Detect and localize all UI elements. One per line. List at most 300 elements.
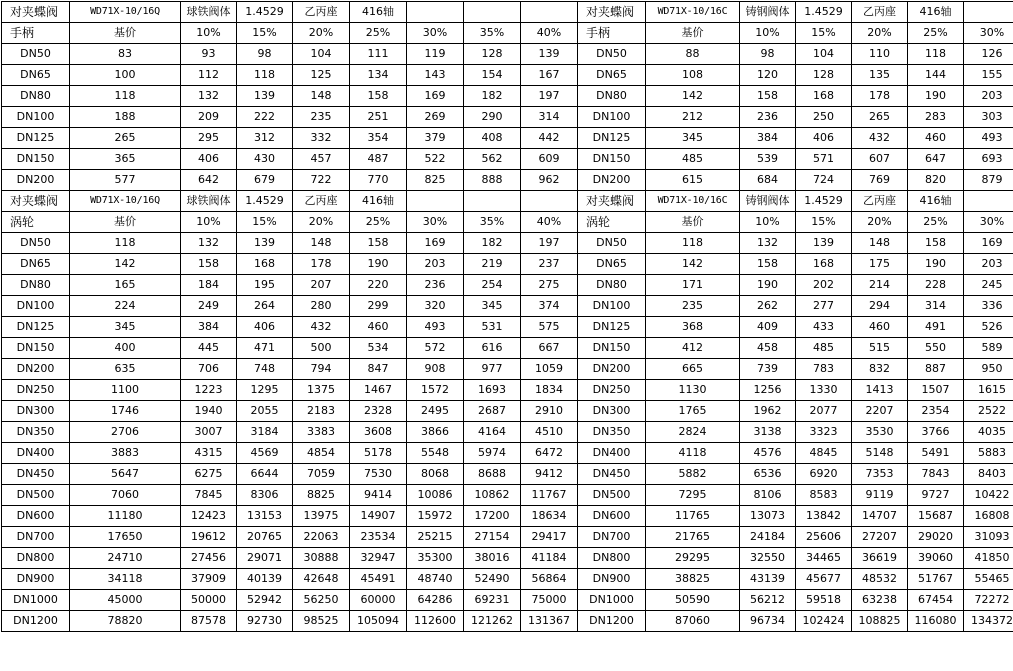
price-cell: 16808 xyxy=(964,506,1013,527)
price-cell: 52490 xyxy=(464,569,521,590)
subheader-cell: 10% xyxy=(740,212,796,233)
table-row xyxy=(2,317,1013,338)
price-cell: 1962 xyxy=(740,401,796,422)
subheader-cell: 25% xyxy=(350,212,407,233)
subheader-cell: 40% xyxy=(521,212,578,233)
subheader-cell: 40% xyxy=(521,23,578,44)
price-cell: 13842 xyxy=(796,506,852,527)
price-cell: 485 xyxy=(646,149,740,170)
price-cell: 190 xyxy=(908,254,964,275)
size-label: DN400 xyxy=(578,443,646,464)
price-cell: 108 xyxy=(646,65,740,86)
size-label: DN125 xyxy=(2,317,70,338)
price-cell: 236 xyxy=(740,107,796,128)
price-cell: 235 xyxy=(646,296,740,317)
size-label: DN50 xyxy=(578,44,646,65)
price-cell: 406 xyxy=(237,317,293,338)
size-label: DN700 xyxy=(578,527,646,548)
price-cell: 31093 xyxy=(964,527,1013,548)
subheader-cell: 10% xyxy=(740,23,796,44)
price-cell: 203 xyxy=(407,254,464,275)
price-cell: 6536 xyxy=(740,464,796,485)
price-cell: 887 xyxy=(908,359,964,380)
price-cell: 6644 xyxy=(237,464,293,485)
price-cell: 139 xyxy=(796,233,852,254)
price-cell: 50590 xyxy=(646,590,740,611)
price-cell: 118 xyxy=(70,233,181,254)
price-cell: 184 xyxy=(181,275,237,296)
price-cell: 30888 xyxy=(293,548,350,569)
price-cell: 265 xyxy=(70,128,181,149)
size-label: DN50 xyxy=(578,233,646,254)
price-cell: 37909 xyxy=(181,569,237,590)
price-cell: 1834 xyxy=(521,380,578,401)
price-cell: 92730 xyxy=(237,611,293,632)
size-label: DN250 xyxy=(2,380,70,401)
price-cell: 314 xyxy=(908,296,964,317)
price-cell: 1256 xyxy=(740,380,796,401)
subheader-cell: 15% xyxy=(237,212,293,233)
size-label: DN250 xyxy=(578,380,646,401)
size-label: DN400 xyxy=(2,443,70,464)
price-cell: 35300 xyxy=(407,548,464,569)
price-cell: 345 xyxy=(464,296,521,317)
price-cell: 148 xyxy=(293,86,350,107)
price-cell: 290 xyxy=(464,107,521,128)
subheader-cell: 20% xyxy=(293,23,350,44)
price-cell: 471 xyxy=(237,338,293,359)
price-cell: 4576 xyxy=(740,443,796,464)
price-cell: 110 xyxy=(852,44,908,65)
price-cell: 197 xyxy=(521,86,578,107)
price-cell: 190 xyxy=(740,275,796,296)
header-cell: 乙丙座 xyxy=(852,191,908,212)
price-cell: 460 xyxy=(908,128,964,149)
header-cell: 铸钢阀体 xyxy=(740,2,796,23)
subheader-cell: 基价 xyxy=(70,23,181,44)
price-cell: 22063 xyxy=(293,527,350,548)
price-cell: 21765 xyxy=(646,527,740,548)
table-row xyxy=(2,611,1013,632)
price-cell: 295 xyxy=(181,128,237,149)
price-cell: 515 xyxy=(852,338,908,359)
price-cell: 158 xyxy=(740,254,796,275)
price-cell: 48532 xyxy=(852,569,908,590)
price-cell: 820 xyxy=(908,170,964,191)
price-cell: 228 xyxy=(908,275,964,296)
price-cell: 139 xyxy=(237,233,293,254)
price-cell: 190 xyxy=(908,86,964,107)
price-cell: 2522 xyxy=(964,401,1013,422)
price-cell: 134372 xyxy=(964,611,1013,632)
price-cell: 8306 xyxy=(237,485,293,506)
price-cell: 64286 xyxy=(407,590,464,611)
price-cell: 10422 xyxy=(964,485,1013,506)
table-row xyxy=(2,401,1013,422)
table-row xyxy=(2,464,1013,485)
price-cell: 442 xyxy=(521,128,578,149)
price-cell: 169 xyxy=(407,233,464,254)
size-label: DN125 xyxy=(578,128,646,149)
price-cell: 72272 xyxy=(964,590,1013,611)
price-cell: 55465 xyxy=(964,569,1013,590)
price-cell: 41184 xyxy=(521,548,578,569)
price-cell: 3608 xyxy=(350,422,407,443)
price-cell: 572 xyxy=(407,338,464,359)
table-row xyxy=(2,506,1013,527)
price-cell: 132 xyxy=(740,233,796,254)
price-cell: 219 xyxy=(464,254,521,275)
subheader-cell: 基价 xyxy=(646,212,740,233)
subheader-cell: 15% xyxy=(796,23,852,44)
size-label: DN80 xyxy=(2,86,70,107)
price-cell: 1746 xyxy=(70,401,181,422)
table-row xyxy=(2,233,1013,254)
subheader-cell: 手柄 xyxy=(2,23,70,44)
price-cell: 158 xyxy=(740,86,796,107)
price-cell: 493 xyxy=(407,317,464,338)
price-cell: 178 xyxy=(852,86,908,107)
price-cell: 9119 xyxy=(852,485,908,506)
size-label: DN450 xyxy=(578,464,646,485)
price-cell: 139 xyxy=(521,44,578,65)
price-cell: 445 xyxy=(181,338,237,359)
price-cell: 406 xyxy=(796,128,852,149)
price-cell: 11180 xyxy=(70,506,181,527)
price-cell: 269 xyxy=(407,107,464,128)
price-cell: 406 xyxy=(181,149,237,170)
price-cell: 832 xyxy=(852,359,908,380)
price-cell: 24184 xyxy=(740,527,796,548)
size-label: DN150 xyxy=(578,338,646,359)
price-cell: 5882 xyxy=(646,464,740,485)
price-cell: 412 xyxy=(646,338,740,359)
size-label: DN350 xyxy=(578,422,646,443)
price-cell: 111 xyxy=(350,44,407,65)
price-cell: 1940 xyxy=(181,401,237,422)
price-cell: 1330 xyxy=(796,380,852,401)
price-cell: 722 xyxy=(293,170,350,191)
price-cell: 167 xyxy=(521,65,578,86)
price-cell: 539 xyxy=(740,149,796,170)
price-cell: 10086 xyxy=(407,485,464,506)
size-label: DN800 xyxy=(578,548,646,569)
price-cell: 384 xyxy=(181,317,237,338)
price-cell: 98 xyxy=(740,44,796,65)
subheader-cell: 手柄 xyxy=(578,23,646,44)
subheader-row xyxy=(2,212,1013,233)
price-cell: 2055 xyxy=(237,401,293,422)
price-cell: 770 xyxy=(350,170,407,191)
price-cell: 235 xyxy=(293,107,350,128)
header-cell: 对夹蝶阀 xyxy=(2,2,70,23)
table-row xyxy=(2,170,1013,191)
price-cell: 2354 xyxy=(908,401,964,422)
header-cell xyxy=(521,2,578,23)
size-label: DN600 xyxy=(578,506,646,527)
size-label: DN1200 xyxy=(2,611,70,632)
subheader-cell: 20% xyxy=(293,212,350,233)
subheader-cell: 15% xyxy=(237,23,293,44)
price-cell: 118 xyxy=(646,233,740,254)
price-cell: 154 xyxy=(464,65,521,86)
size-label: DN450 xyxy=(2,464,70,485)
price-cell: 27207 xyxy=(852,527,908,548)
price-cell: 112600 xyxy=(407,611,464,632)
price-cell: 534 xyxy=(350,338,407,359)
subheader-cell: 20% xyxy=(852,23,908,44)
price-cell: 2183 xyxy=(293,401,350,422)
price-cell: 562 xyxy=(464,149,521,170)
header-cell: 球铁阀体 xyxy=(181,2,237,23)
price-cell: 148 xyxy=(852,233,908,254)
price-cell: 100 xyxy=(70,65,181,86)
price-cell: 7353 xyxy=(852,464,908,485)
table-row xyxy=(2,548,1013,569)
price-cell: 139 xyxy=(237,86,293,107)
price-cell: 34118 xyxy=(70,569,181,590)
price-cell: 214 xyxy=(852,275,908,296)
price-cell: 48740 xyxy=(407,569,464,590)
price-cell: 14707 xyxy=(852,506,908,527)
size-label: DN1200 xyxy=(578,611,646,632)
header-cell: 铸钢阀体 xyxy=(740,191,796,212)
price-cell: 526 xyxy=(964,317,1013,338)
header-cell: 1.4529 xyxy=(796,2,852,23)
price-cell: 250 xyxy=(796,107,852,128)
size-label: DN100 xyxy=(2,107,70,128)
price-cell: 104 xyxy=(796,44,852,65)
header-cell: 416轴 xyxy=(908,2,964,23)
price-cell: 251 xyxy=(350,107,407,128)
price-cell: 2495 xyxy=(407,401,464,422)
price-cell: 280 xyxy=(293,296,350,317)
price-cell: 3383 xyxy=(293,422,350,443)
table-row xyxy=(2,380,1013,401)
price-cell: 132 xyxy=(181,86,237,107)
price-cell: 769 xyxy=(852,170,908,191)
price-cell: 43139 xyxy=(740,569,796,590)
price-cell: 168 xyxy=(796,254,852,275)
price-cell: 158 xyxy=(350,233,407,254)
price-cell: 25215 xyxy=(407,527,464,548)
price-cell: 794 xyxy=(293,359,350,380)
price-cell: 4854 xyxy=(293,443,350,464)
price-cell: 13153 xyxy=(237,506,293,527)
price-cell: 220 xyxy=(350,275,407,296)
table-row xyxy=(2,254,1013,275)
price-cell: 18634 xyxy=(521,506,578,527)
price-cell: 63238 xyxy=(852,590,908,611)
price-cell: 1693 xyxy=(464,380,521,401)
price-cell: 6920 xyxy=(796,464,852,485)
price-cell: 38016 xyxy=(464,548,521,569)
price-cell: 165 xyxy=(70,275,181,296)
price-cell: 131367 xyxy=(521,611,578,632)
subheader-cell: 30% xyxy=(407,23,464,44)
price-cell: 550 xyxy=(908,338,964,359)
size-label: DN125 xyxy=(2,128,70,149)
header-cell: 416轴 xyxy=(350,2,407,23)
size-label: DN200 xyxy=(578,170,646,191)
price-cell: 354 xyxy=(350,128,407,149)
subheader-cell: 15% xyxy=(796,212,852,233)
size-label: DN80 xyxy=(578,275,646,296)
price-cell: 9414 xyxy=(350,485,407,506)
price-cell: 98 xyxy=(237,44,293,65)
price-cell: 108825 xyxy=(852,611,908,632)
price-cell: 693 xyxy=(964,149,1013,170)
price-cell: 15687 xyxy=(908,506,964,527)
price-cell: 575 xyxy=(521,317,578,338)
price-cell: 128 xyxy=(796,65,852,86)
price-cell: 158 xyxy=(350,86,407,107)
size-label: DN600 xyxy=(2,506,70,527)
price-cell: 4569 xyxy=(237,443,293,464)
price-cell: 20765 xyxy=(237,527,293,548)
price-cell: 12423 xyxy=(181,506,237,527)
price-cell: 4118 xyxy=(646,443,740,464)
price-cell: 522 xyxy=(407,149,464,170)
price-cell: 23534 xyxy=(350,527,407,548)
header-cell: 对夹蝶阀 xyxy=(2,191,70,212)
price-cell: 245 xyxy=(964,275,1013,296)
price-cell: 8106 xyxy=(740,485,796,506)
price-cell: 264 xyxy=(237,296,293,317)
price-cell: 93 xyxy=(181,44,237,65)
price-cell: 379 xyxy=(407,128,464,149)
size-label: DN800 xyxy=(2,548,70,569)
price-cell: 249 xyxy=(181,296,237,317)
size-label: DN50 xyxy=(2,44,70,65)
price-cell: 616 xyxy=(464,338,521,359)
price-cell: 6472 xyxy=(521,443,578,464)
price-cell: 314 xyxy=(521,107,578,128)
price-cell: 195 xyxy=(237,275,293,296)
price-cell: 25606 xyxy=(796,527,852,548)
price-cell: 1467 xyxy=(350,380,407,401)
price-cell: 29071 xyxy=(237,548,293,569)
price-cell: 3530 xyxy=(852,422,908,443)
table-row xyxy=(2,275,1013,296)
price-cell: 116080 xyxy=(908,611,964,632)
size-label: DN200 xyxy=(2,359,70,380)
price-cell: 34465 xyxy=(796,548,852,569)
price-cell: 706 xyxy=(181,359,237,380)
price-cell: 665 xyxy=(646,359,740,380)
price-cell: 7843 xyxy=(908,464,964,485)
size-label: DN150 xyxy=(2,149,70,170)
subheader-cell: 10% xyxy=(181,23,237,44)
price-cell: 11767 xyxy=(521,485,578,506)
price-cell: 45677 xyxy=(796,569,852,590)
price-cell: 635 xyxy=(70,359,181,380)
price-cell: 190 xyxy=(350,254,407,275)
price-cell: 203 xyxy=(964,86,1013,107)
price-cell: 188 xyxy=(70,107,181,128)
price-cell: 102424 xyxy=(796,611,852,632)
price-cell: 3766 xyxy=(908,422,964,443)
price-cell: 158 xyxy=(908,233,964,254)
price-cell: 5491 xyxy=(908,443,964,464)
price-cell: 155 xyxy=(964,65,1013,86)
price-cell: 368 xyxy=(646,317,740,338)
price-cell: 430 xyxy=(237,149,293,170)
header-cell xyxy=(964,191,1013,212)
price-cell: 277 xyxy=(796,296,852,317)
price-cell: 24710 xyxy=(70,548,181,569)
price-cell: 128 xyxy=(464,44,521,65)
price-cell: 88 xyxy=(646,44,740,65)
price-cell: 56212 xyxy=(740,590,796,611)
price-cell: 825 xyxy=(407,170,464,191)
table-row xyxy=(2,44,1013,65)
price-cell: 491 xyxy=(908,317,964,338)
header-cell: 416轴 xyxy=(350,191,407,212)
price-cell: 4315 xyxy=(181,443,237,464)
header-cell xyxy=(407,2,464,23)
price-cell: 303 xyxy=(964,107,1013,128)
price-cell: 39060 xyxy=(908,548,964,569)
price-cell: 577 xyxy=(70,170,181,191)
size-label: DN150 xyxy=(578,149,646,170)
price-cell: 299 xyxy=(350,296,407,317)
price-cell: 118 xyxy=(237,65,293,86)
table-row xyxy=(2,107,1013,128)
size-label: DN300 xyxy=(578,401,646,422)
price-cell: 134 xyxy=(350,65,407,86)
price-cell: 2328 xyxy=(350,401,407,422)
price-cell: 119 xyxy=(407,44,464,65)
size-label: DN100 xyxy=(578,296,646,317)
header-cell: 对夹蝶阀 xyxy=(578,191,646,212)
price-cell: 977 xyxy=(464,359,521,380)
subheader-cell: 25% xyxy=(908,23,964,44)
price-cell: 13073 xyxy=(740,506,796,527)
price-cell: 4164 xyxy=(464,422,521,443)
price-cell: 222 xyxy=(237,107,293,128)
price-cell: 96734 xyxy=(740,611,796,632)
price-cell: 27154 xyxy=(464,527,521,548)
price-cell: 847 xyxy=(350,359,407,380)
price-cell: 175 xyxy=(852,254,908,275)
header-cell: WD71X-10/16Q xyxy=(70,191,181,212)
table-row xyxy=(2,590,1013,611)
price-cell: 27456 xyxy=(181,548,237,569)
price-cell: 879 xyxy=(964,170,1013,191)
header-cell: 乙丙座 xyxy=(293,191,350,212)
price-cell: 2077 xyxy=(796,401,852,422)
price-cell: 408 xyxy=(464,128,521,149)
size-label: DN300 xyxy=(2,401,70,422)
price-cell: 52942 xyxy=(237,590,293,611)
price-cell: 275 xyxy=(521,275,578,296)
header-cell xyxy=(464,191,521,212)
price-cell: 254 xyxy=(464,275,521,296)
size-label: DN150 xyxy=(2,338,70,359)
price-cell: 3323 xyxy=(796,422,852,443)
table-row xyxy=(2,527,1013,548)
price-cell: 493 xyxy=(964,128,1013,149)
price-cell: 87060 xyxy=(646,611,740,632)
header-cell: WD71X-10/16C xyxy=(646,191,740,212)
price-cell: 132 xyxy=(181,233,237,254)
table-row xyxy=(2,485,1013,506)
price-cell: 19612 xyxy=(181,527,237,548)
price-cell: 125 xyxy=(293,65,350,86)
size-label: DN80 xyxy=(578,86,646,107)
price-cell: 667 xyxy=(521,338,578,359)
